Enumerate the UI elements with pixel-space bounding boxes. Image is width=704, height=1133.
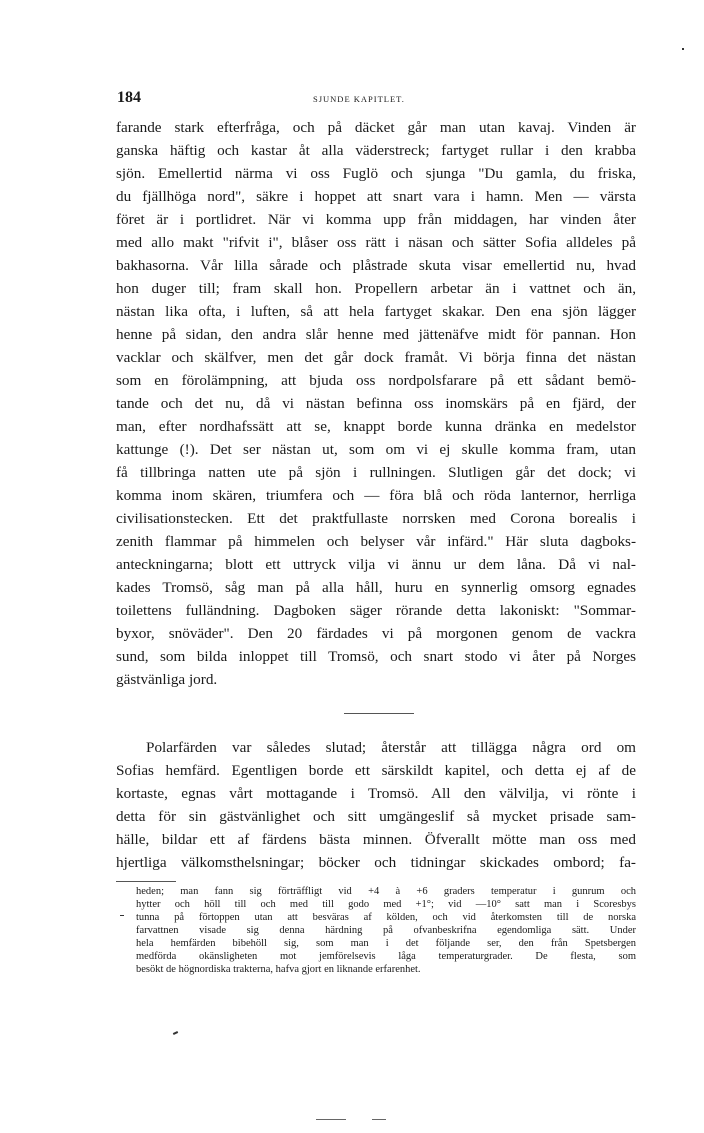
text-line: sund, som bilda inloppet till Tromsö, och snart stodo vi åter på Norges <box>116 648 636 665</box>
footnote-rule <box>116 881 176 882</box>
text-line: man, efter nordhafssätt att se, knappt borde kunna dränka en medelstor <box>116 418 636 435</box>
scan-mark <box>372 1119 386 1120</box>
scan-speck <box>173 1031 178 1035</box>
text-line: sjön. Emellertid närma vi oss Fuglö och sjunga "Du gamla, du friska, <box>116 165 636 182</box>
footnote-line: heden; man fann sig förträffligt vid +4 à +6 graders temperatur i gunrum och <box>136 886 636 897</box>
text-line: hälle, bildar ett af färdens bästa minnen. Öfverallt mötte man oss med <box>116 831 636 848</box>
text-line: hjertliga välkomsthelsningar; böcker och tidningar skickades ombord; fa- <box>116 854 636 871</box>
text-line: som en förolämpning, att bjuda oss nordpolsfarare på ett sådant bemö- <box>116 372 636 389</box>
text-line: vacklar och skälfver, men det går dock framåt. Vi börja finna det nästan <box>116 349 636 366</box>
footnote-line: hytter och höll till och med till godo med +1°; vid —10° satt man i Scoresbys <box>136 899 636 910</box>
footnote-line: tunna på förtoppen utan att besväras af kölden, och vid återkomsten till de norska <box>136 912 636 923</box>
text-line: zenith flammar på himmelen och belyser vår infärd." Här sluta dagboks- <box>116 533 636 550</box>
text-line: hon duger till; fram skall hon. Propellern arbetar än i vattnet och än, <box>116 280 636 297</box>
footnote-line: farvattnen visade sig denna härdning på ofvanbeskrifna egendomliga sätt. Under <box>136 925 636 936</box>
text-line: med allo makt "rifvit i", blåser oss rätt i näsan och sätter Sofia alldeles på <box>116 234 636 251</box>
footnote-line: hela hemfärden bibehöll sig, som man i det följande ser, den från Spetsbergen <box>136 938 636 949</box>
text-line: Polarfärden var således slutad; återstår att tillägga några ord om <box>146 739 636 756</box>
text-line: civilisationstecken. Ett det praktfullaste norrsken med Corona borealis i <box>116 510 636 527</box>
scan-mark <box>316 1119 346 1120</box>
text-line: tande och det nu, då vi nästan befinna oss inomskärs på en fjärd, der <box>116 395 636 412</box>
text-line: du fjällhöga nord", säkre i hoppet att snart vara i hamn. Men — värsta <box>116 188 636 205</box>
scan-speck <box>120 915 124 916</box>
text-line: kades Tromsö, såg man på alla håll, huru en synnerlig omsorg egnades <box>116 579 636 596</box>
text-line: nästan lika ofta, i luften, så att hela fartyget skakar. Den ena sjön lägger <box>116 303 636 320</box>
scan-speck <box>682 48 684 50</box>
text-line: Sofias hemfärd. Egentligen borde ett särskildt kapitel, och detta ej af de <box>116 762 636 779</box>
text-line: detta för sin gästvänlighet och sitt umgängeslif så mycket prisade sam- <box>116 808 636 825</box>
footnote-line: medförda okänsligheten mot jemförelsevis låga temperaturgrader. De flesta, som <box>136 951 636 962</box>
text-line: farande stark efterfråga, och på däcket går man utan kavaj. Vinden är <box>116 119 636 136</box>
text-line: gästvänliga jord. <box>116 671 218 688</box>
text-line: toilettens fulländning. Dagboken säger rörande detta lakoniskt: "Sommar- <box>116 602 636 619</box>
page-number: 184 <box>117 89 141 106</box>
text-line: byxor, snöväder". Den 20 färdades vi på morgonen genom de vackra <box>116 625 636 642</box>
text-line: anteckningarna; blott ett uttryck vilja vi ännu ur dem låna. Då vi nal- <box>116 556 636 573</box>
footnote-line: besökt de högnordiska trakterna, hafva gjort en liknande erfarenhet. <box>136 964 421 975</box>
text-line: kattunge (!). Det ser nästan ut, som om vi ej skulle komma fram, utan <box>116 441 636 458</box>
section-divider <box>344 713 414 714</box>
text-line: komma inom skären, triumfera och — föra blå och röda lanternor, herrliga <box>116 487 636 504</box>
text-line: ganska häftig och kastar åt alla väderstreck; fartyget rullar i den krabba <box>116 142 636 159</box>
running-head: SJUNDE KAPITLET. <box>313 94 405 104</box>
text-line: henne på sidan, den andra slår henne med jättenäfve midt för pannan. Hon <box>116 326 636 343</box>
text-line: föret är i portlidret. När vi komma upp från middagen, har vinden åter <box>116 211 636 228</box>
text-line: få tillbringa natten ute på sjön i rullningen. Slutligen går det dock; vi <box>116 464 636 481</box>
text-line: bakhasorna. Vår lilla sårade och plåstrade skuta visar emellertid nu, hvad <box>116 257 636 274</box>
text-line: kortaste, egnas vårt mottagande i Tromsö. All den välvilja, vi rönte i <box>116 785 636 802</box>
